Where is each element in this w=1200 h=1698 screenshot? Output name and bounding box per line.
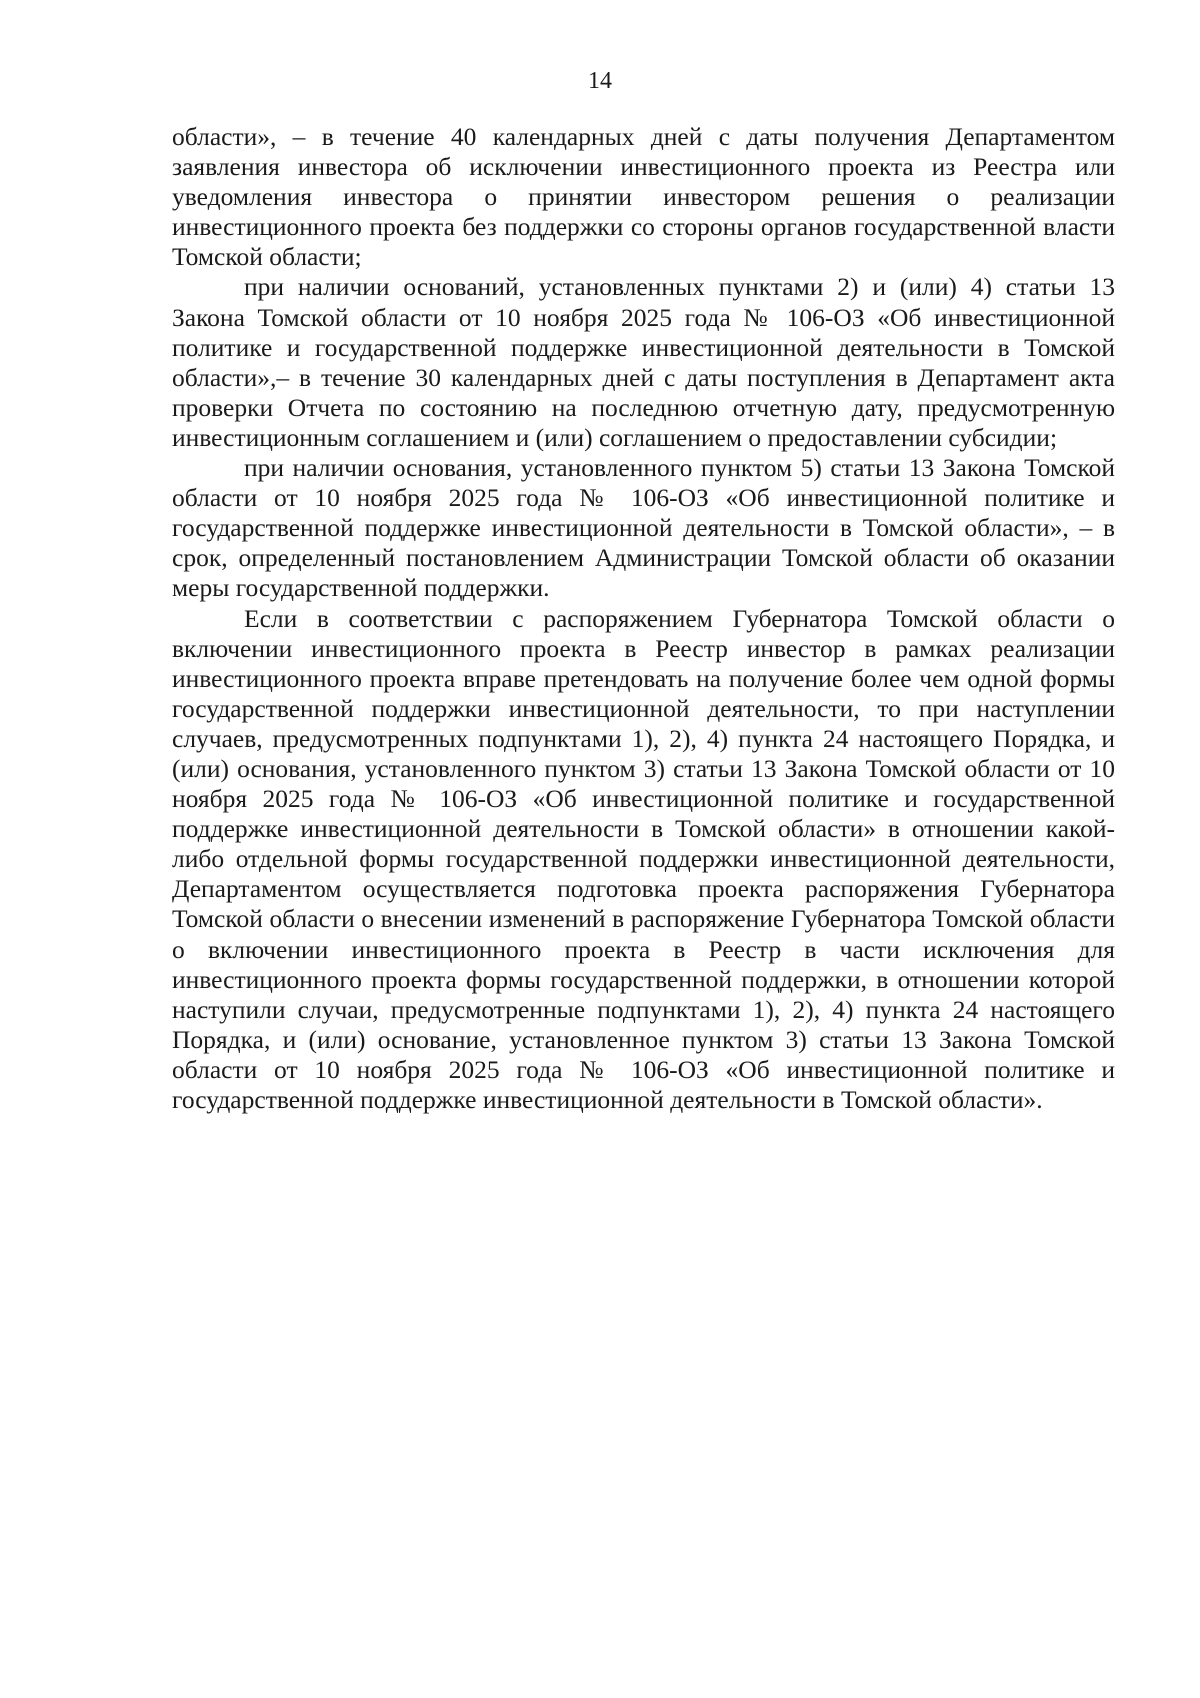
paragraph: при наличии основания, установленного пунктом 5) статьи 13 Закона Томской области от 10 ноября 2025 года № 106-ОЗ «Об инвестиционной политике и государственной поддержке инвестиционной деятельности в Томской области», – в срок, определенный постановлением Администрации Томской области об оказании меры государственной поддержки. bbox=[172, 453, 1115, 603]
paragraph-continuation: области», – в течение 40 календарных дней с даты получения Департаментом заявления инвестора об исключении инвестиционного проекта из Реестра или уведомления инвестора о принятии инвестором решения о реализации инвестиционного проекта без поддержки со стороны органов государственной власти Томской области; bbox=[172, 122, 1115, 272]
page-number: 14 bbox=[588, 68, 612, 94]
document-body bbox=[172, 122, 1115, 1115]
paragraph: Если в соответствии с распоряжением Губернатора Томской области о включении инвестиционного проекта в Реестр инвестор в рамках реализации инвестиционного проекта вправе претендовать на получение более чем одной формы государственной поддержки инвестиционной деятельности, то при наступлении случаев, предусмотренных подпунктами 1), 2), 4) пункта 24 настоящего Порядка, и (или) основания, установленного пунктом 3) статьи 13 Закона Томской области от 10 ноября 2025 года № 106-ОЗ «Об инвестиционной политике и государственной поддержке инвестиционной деятельности в Томской области» в отношении какой-либо отдельной формы государственной поддержки инвестиционной деятельности, Департаментом осуществляется подготовка проекта распоряжения Губернатора Томской области о внесении изменений в распоряжение Губернатора Томской области о включении инвестиционного проекта в Реестр в части исключения для инвестиционного проекта формы государственной поддержки, в отношении которой наступили случаи, предусмотренные подпунктами 1), 2), 4) пункта 24 настоящего Порядка, и (или) основание, установленное пунктом 3) статьи 13 Закона Томской области от 10 ноября 2025 года № 106-ОЗ «Об инвестиционной политике и государственной поддержке инвестиционной деятельности в Томской области». bbox=[172, 603, 1115, 1114]
paragraph: при наличии оснований, установленных пунктами 2) и (или) 4) статьи 13 Закона Томской области от 10 ноября 2025 года № 106-ОЗ «Об инвестиционной политике и государственной поддержке инвестиционной деятельности в Томской области»,– в течение 30 календарных дней с даты поступления в Департамент акта проверки Отчета по состоянию на последнюю отчетную дату, предусмотренную инвестиционным соглашением и (или) соглашением о предоставлении субсидии; bbox=[172, 272, 1115, 452]
